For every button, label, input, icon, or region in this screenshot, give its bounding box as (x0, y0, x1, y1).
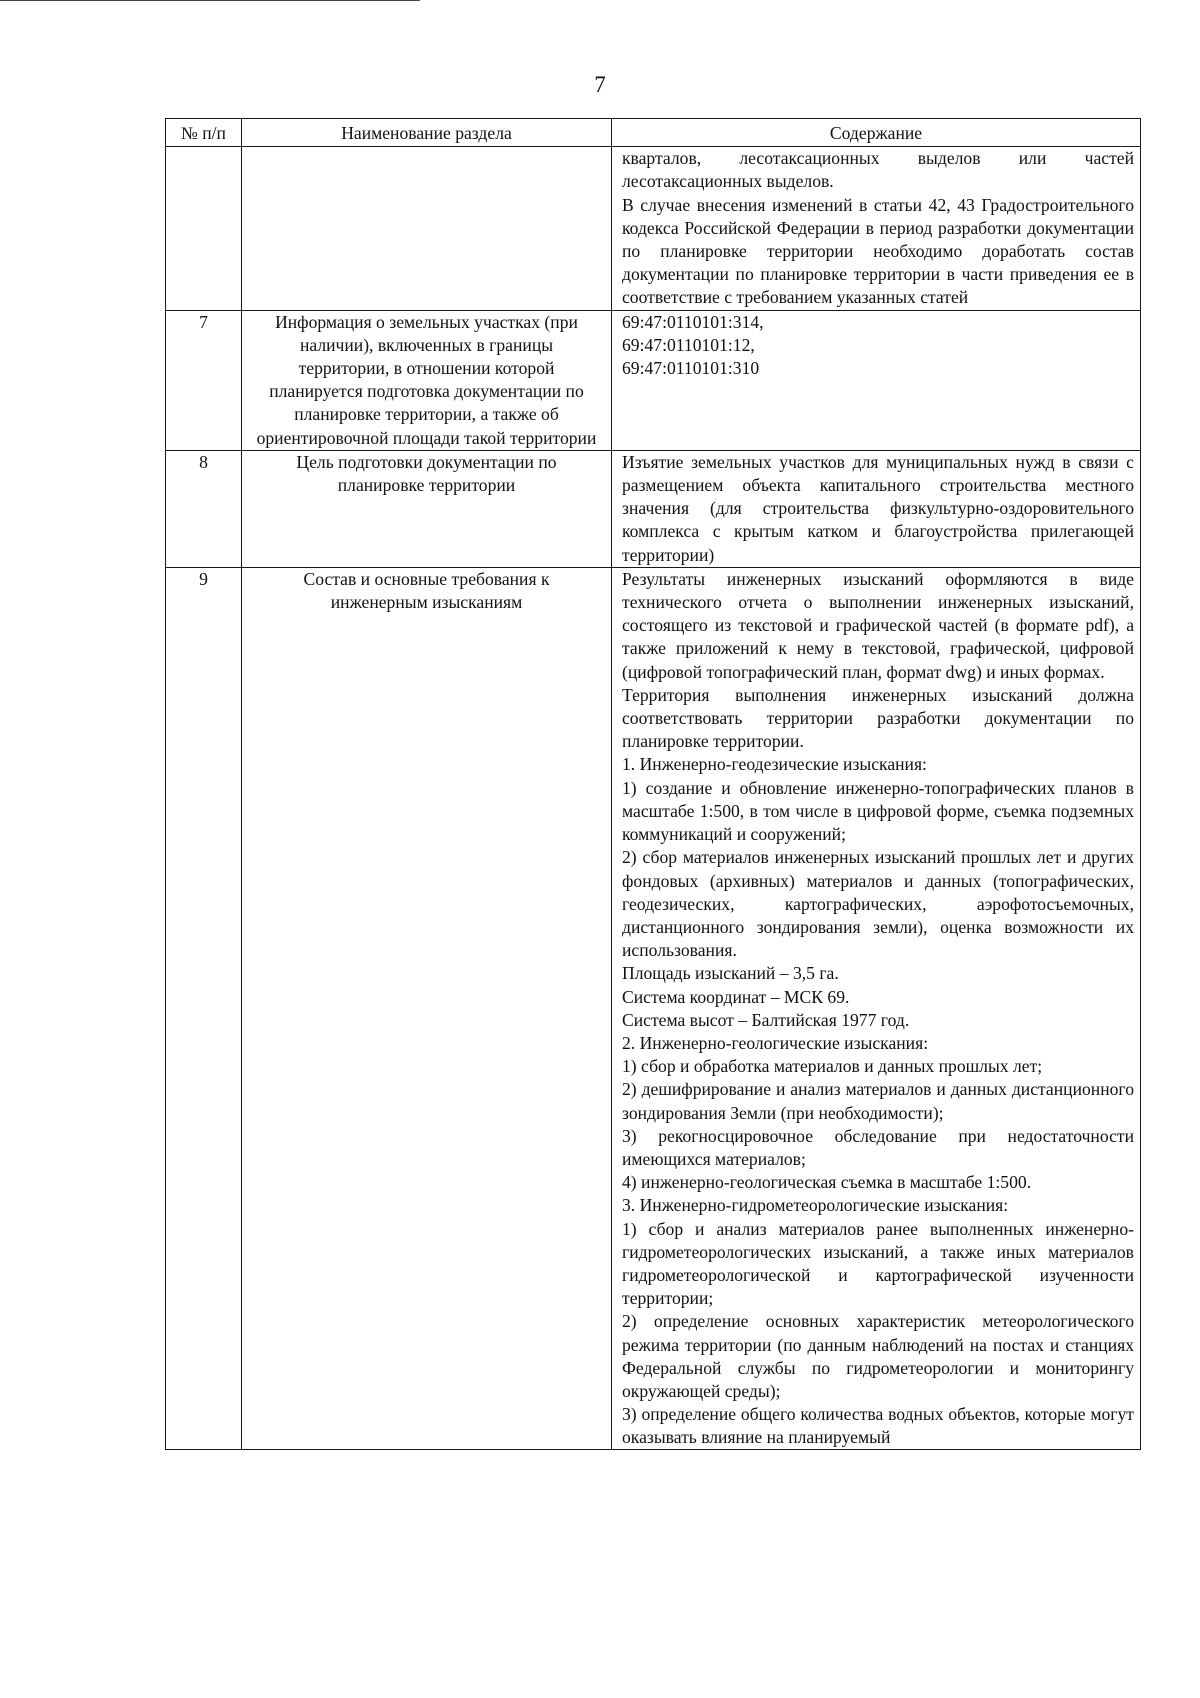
row-content (612, 310, 1141, 450)
terms-of-reference-table (165, 118, 1141, 1450)
table-row-7 (166, 310, 1141, 450)
survey-section-heading: 2. Инженерно-геологические изыскания: (622, 1032, 929, 1053)
cadastral-number: 69:47:0110101:314, (622, 311, 764, 332)
cadastral-number: 69:47:0110101:310 (622, 358, 760, 379)
content-paragraph: 1) создание и обновление инженерно-топографических планов в масштабе 1:500, в том числе в цифровой форме, съемка подземных коммуникаций и сооружений; (622, 777, 1134, 845)
content-paragraph: Площадь изысканий – 3,5 га. (622, 963, 839, 984)
header-num (166, 119, 242, 147)
content-paragraph: 2) определение основных характеристик метеорологического режима территории (по данным наблюдений на постах и станциях Федеральной службы по гидрометеорологии и мониторингу окружающей среды); (622, 1311, 1134, 1401)
content-paragraph: Изъятие земельных участков для муниципальных нужд в связи с размещением объекта капитального строительства местного значения (для строительства физкультурно-оздоровительного комплекса с крытым катком и благоустройства прилегающей территории) (622, 451, 1134, 565)
row-num: 7 (166, 310, 242, 450)
survey-section-heading: 1. Инженерно-геодезические изыскания: (622, 754, 927, 775)
table-row-continuation (166, 147, 1141, 310)
row-name: Цель подготовки документации по планировке территории (242, 450, 612, 567)
row-name: Состав и основные требования к инженерным изысканиям (242, 567, 612, 1449)
row-num: 8 (166, 450, 242, 567)
header-name: Наименование раздела (242, 119, 612, 147)
row-content (612, 450, 1141, 567)
row-content (612, 567, 1141, 1449)
scan-edge-line (0, 0, 420, 1)
row-content (612, 147, 1141, 310)
header-content: Содержание (612, 119, 1141, 147)
content-paragraph: Территория выполнения инженерных изысканий должна соответствовать территории разработки документации по планировке территории. (622, 684, 1134, 752)
table-row-8 (166, 450, 1141, 567)
content-paragraph: Результаты инженерных изысканий оформляются в виде технического отчета о выполнении инженерных изысканий, состоящего из текстовой и графической частей (в формате pdf), а также приложений к нему в текстовой, графической, цифровой (цифровой топографический план, формат dwg) и иных формах. (622, 568, 1134, 682)
content-paragraph: 4) инженерно-геологическая съемка в масштабе 1:500. (622, 1172, 1032, 1193)
content-paragraph: Система высот – Балтийская 1977 год. (622, 1009, 910, 1030)
row-num: 9 (166, 567, 242, 1449)
row-name: Информация о земельных участках (при наличии), включенных в границы территории, в отношении которой планируется подготовка документации по планировке территории, а также об ориентировочной площади такой территории (242, 310, 612, 450)
content-paragraph: В случае внесения изменений в статьи 42, 43 Градостроительного кодекса Российской Федерации в период разработки документации по планировке территории необходимо доработать состав документации по планировке территории в части приведения ее в соответствие с требованием указанных статей (622, 194, 1134, 308)
header-num-label: № п/п (181, 123, 226, 143)
content-paragraph: Система координат – МСК 69. (622, 986, 850, 1007)
survey-section-heading: 3. Инженерно-гидрометеорологические изыскания: (622, 1195, 1009, 1216)
content-paragraph: 1) сбор и анализ материалов ранее выполненных инженерно-гидрометеорологических изысканий, а также иных материалов гидрометеорологической и картографической изученности территории; (622, 1218, 1134, 1309)
page-number: 7 (594, 72, 606, 97)
content-paragraph: 2) дешифрирование и анализ материалов и данных дистанционного зондирования Земли (при необходимости); (622, 1079, 1134, 1123)
row-name (242, 147, 612, 310)
content-paragraph: 1) сбор и обработка материалов и данных прошлых лет; (622, 1056, 1043, 1077)
content-paragraph: 2) сбор материалов инженерных изысканий прошлых лет и других фондовых (архивных) материалов и данных (топографических, геодезических, картографических, аэрофотосъемочных, дистанционного зондирования земли), оценка возможности их использования. (622, 847, 1134, 961)
cadastral-number: 69:47:0110101:12, (622, 334, 755, 355)
table-header-row (166, 119, 1141, 147)
row-num (166, 147, 242, 310)
content-paragraph: 3) определение общего количества водных объектов, которые могут оказывать влияние на планируемый (622, 1404, 1134, 1448)
content-paragraph: 3) рекогносцировочное обследование при недостаточности имеющихся материалов; (622, 1125, 1134, 1169)
table-row-9 (166, 567, 1141, 1449)
content-paragraph: кварталов, лесотаксационных выделов или частей лесотаксационных выделов. (622, 148, 1134, 192)
